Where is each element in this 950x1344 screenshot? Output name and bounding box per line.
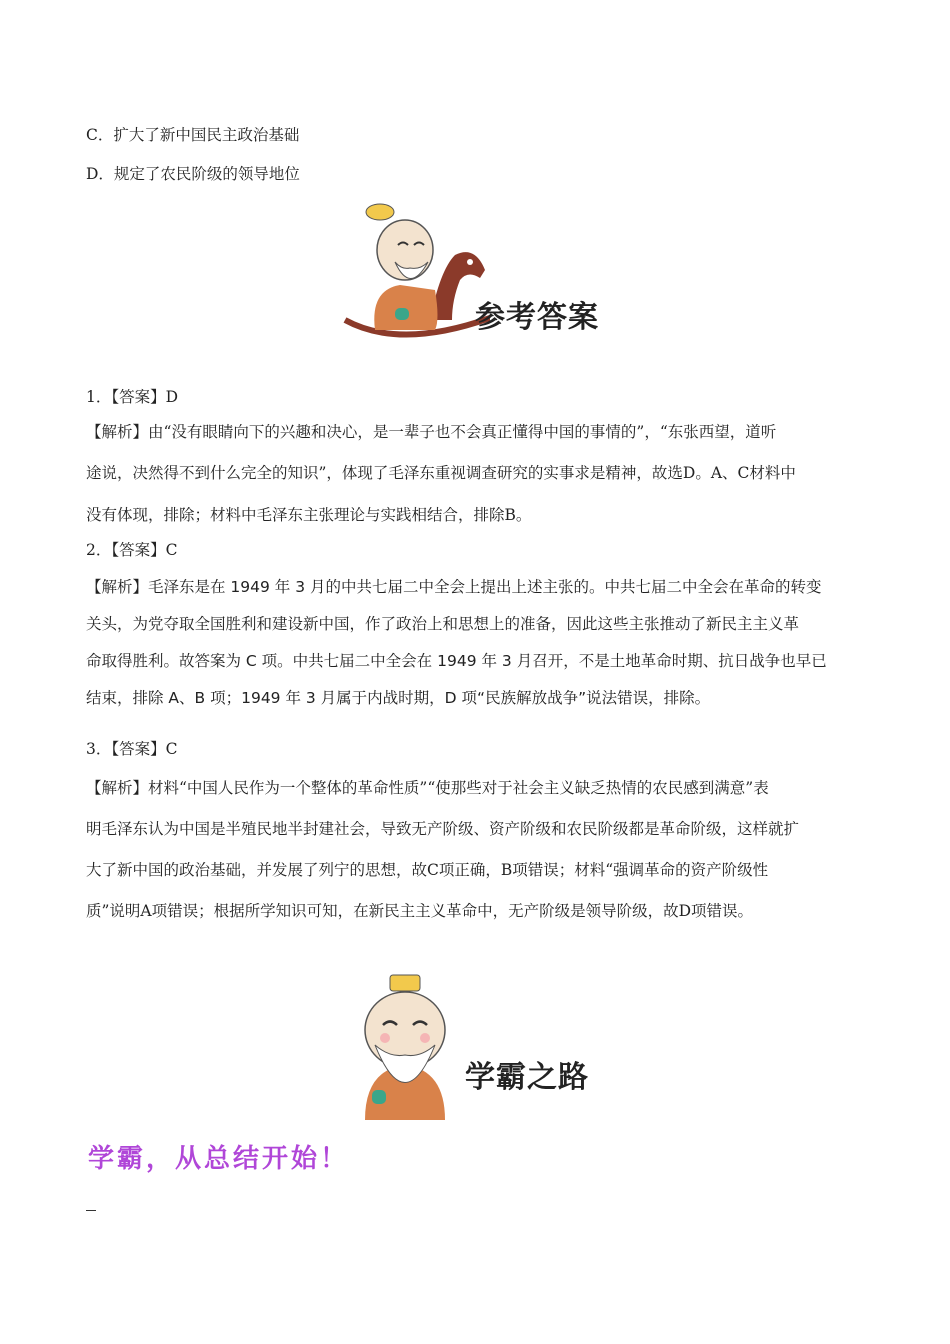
study-banner	[350, 970, 610, 1120]
study-banner-title: 学霸之路	[465, 1060, 589, 1095]
option-d: D．规定了农民阶级的领导地位	[86, 165, 300, 183]
text-cursor-mark	[86, 1210, 96, 1211]
answer-2-analysis-line: 关头，为党夺取全国胜利和建设新中国，作了政治上和思想上的准备，因此这些主张推动了新民主主义革	[86, 615, 800, 633]
option-c: C．扩大了新中国民主政治基础	[86, 126, 300, 144]
answer-3-analysis-line: 明毛泽东认为中国是半殖民地半封建社会，导致无产阶级、资产阶级和农民阶级都是革命阶级，这样就扩	[86, 820, 800, 838]
answer-2-analysis-line: 结束，排除 A、B 项；1949 年 3 月属于内战时期，D 项“民族解放战争”说法错误，排除。	[86, 689, 711, 707]
sage-horse-illustration	[340, 200, 490, 350]
answer-3-analysis-line: 质”说明A项错误；根据所学知识可知，在新民主主义革命中，无产阶级是领导阶级，故D项错误。	[86, 902, 754, 920]
answer-1-analysis-line: 途说，决然得不到什么完全的知识”，体现了毛泽东重视调查研究的实事求是精神，故选D。A、C材料中	[86, 464, 796, 482]
slogan: 学霸，从总结开始！	[88, 1144, 350, 1174]
answer-3-analysis-line: 【解析】材料“中国人民作为一个整体的革命性质”“使那些对于社会主义缺乏热情的农民感到满意”表	[86, 779, 769, 797]
answer-3-label: 3．【答案】C	[86, 740, 178, 758]
answer-1-analysis-line: 没有体现，排除；材料中毛泽东主张理论与实践相结合，排除B。	[86, 506, 532, 524]
answer-1-analysis-line: 【解析】由“没有眼睛向下的兴趣和决心，是一辈子也不会真正懂得中国的事情的”，“东张西望，道听	[86, 423, 777, 441]
answer-2-analysis-line: 【解析】毛泽东是在 1949 年 3 月的中共七届二中全会上提出上述主张的。中共七届二中全会在革命的转变	[86, 578, 822, 596]
answer-2-label: 2．【答案】C	[86, 541, 178, 559]
answer-banner-title: 参考答案	[475, 300, 599, 335]
answer-banner	[340, 200, 620, 350]
answer-1-label: 1．【答案】D	[86, 388, 179, 406]
answer-2-analysis-line: 命取得胜利。故答案为 C 项。中共七届二中全会在 1949 年 3 月召开，不是土地革命时期、抗日战争也早已	[86, 652, 827, 670]
answer-3-analysis-line: 大了新中国的政治基础，并发展了列宁的思想，故C项正确，B项错误；材料“强调革命的资产阶级性	[86, 861, 769, 879]
sage-illustration	[350, 970, 460, 1120]
